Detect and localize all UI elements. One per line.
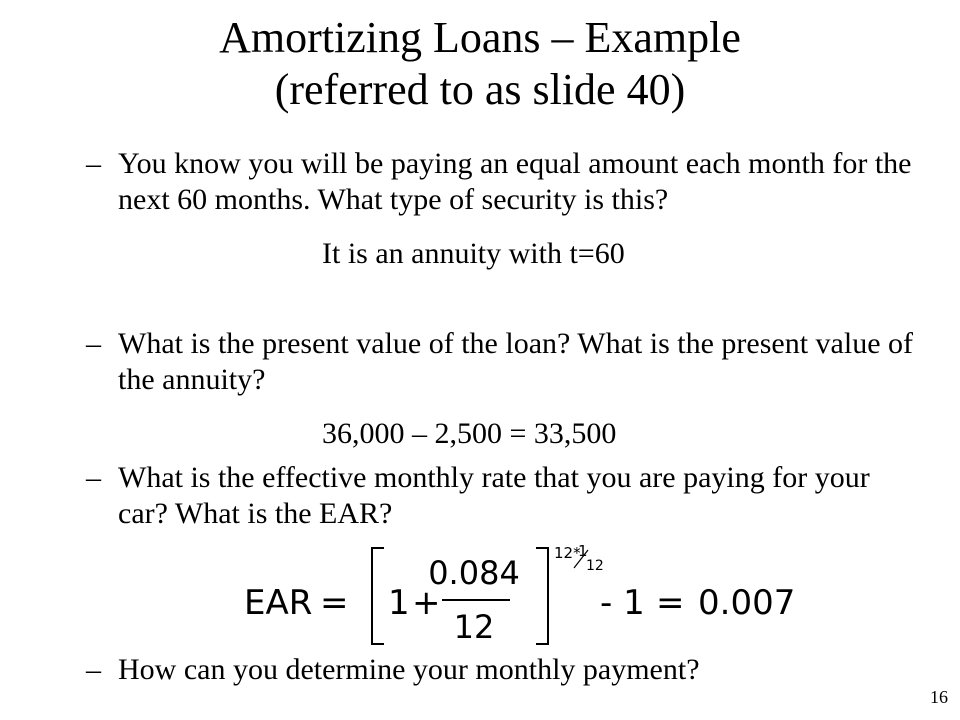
formula-equals: =	[320, 583, 349, 623]
bullet-monthly-payment	[86, 652, 926, 688]
ear-formula	[236, 538, 816, 650]
left-bracket	[372, 548, 384, 644]
page-number: 16	[930, 687, 948, 707]
exponent-numerator: 1	[578, 542, 588, 560]
bullet-dash: –	[86, 461, 101, 494]
slide-title	[0, 12, 960, 116]
title-line-2: (referred to as slide 40)	[274, 65, 686, 114]
bullet-dash: –	[86, 653, 101, 686]
bullet-dash: –	[86, 327, 101, 360]
formula-denominator: 12	[453, 608, 495, 646]
formula-lhs: EAR	[244, 583, 313, 623]
bullet-effective-rate	[86, 460, 926, 532]
formula-minus-one: - 1	[600, 583, 645, 623]
formula-numerator: 0.084	[428, 554, 520, 592]
answer-annuity: It is an annuity with t=60	[322, 237, 625, 270]
bullet-text: What is the present value of the loan? What is the present value of the annuity?	[118, 327, 913, 396]
right-bracket	[536, 548, 548, 644]
bullet-dash: –	[86, 147, 101, 180]
bullet-security-type	[86, 146, 926, 218]
exponent-denominator: 12	[586, 558, 604, 574]
title-line-1: Amortizing Loans – Example	[219, 13, 741, 62]
formula-equals-2: =	[656, 583, 685, 623]
formula-result: 0.007	[698, 583, 796, 623]
formula-plus: +	[412, 583, 441, 623]
exponent-base: 12*	[554, 544, 581, 562]
bullet-present-value	[86, 326, 926, 398]
formula-one: 1	[388, 583, 410, 623]
answer-present-value: 36,000 – 2,500 = 33,500	[322, 417, 617, 450]
bullet-text: What is the effective monthly rate that you are paying for your car? What is the EAR?	[118, 461, 870, 530]
bullet-text: How can you determine your monthly payment?	[118, 653, 700, 686]
bullet-text: You know you will be paying an equal amount each month for the next 60 months. What type of security is this?	[118, 147, 912, 216]
